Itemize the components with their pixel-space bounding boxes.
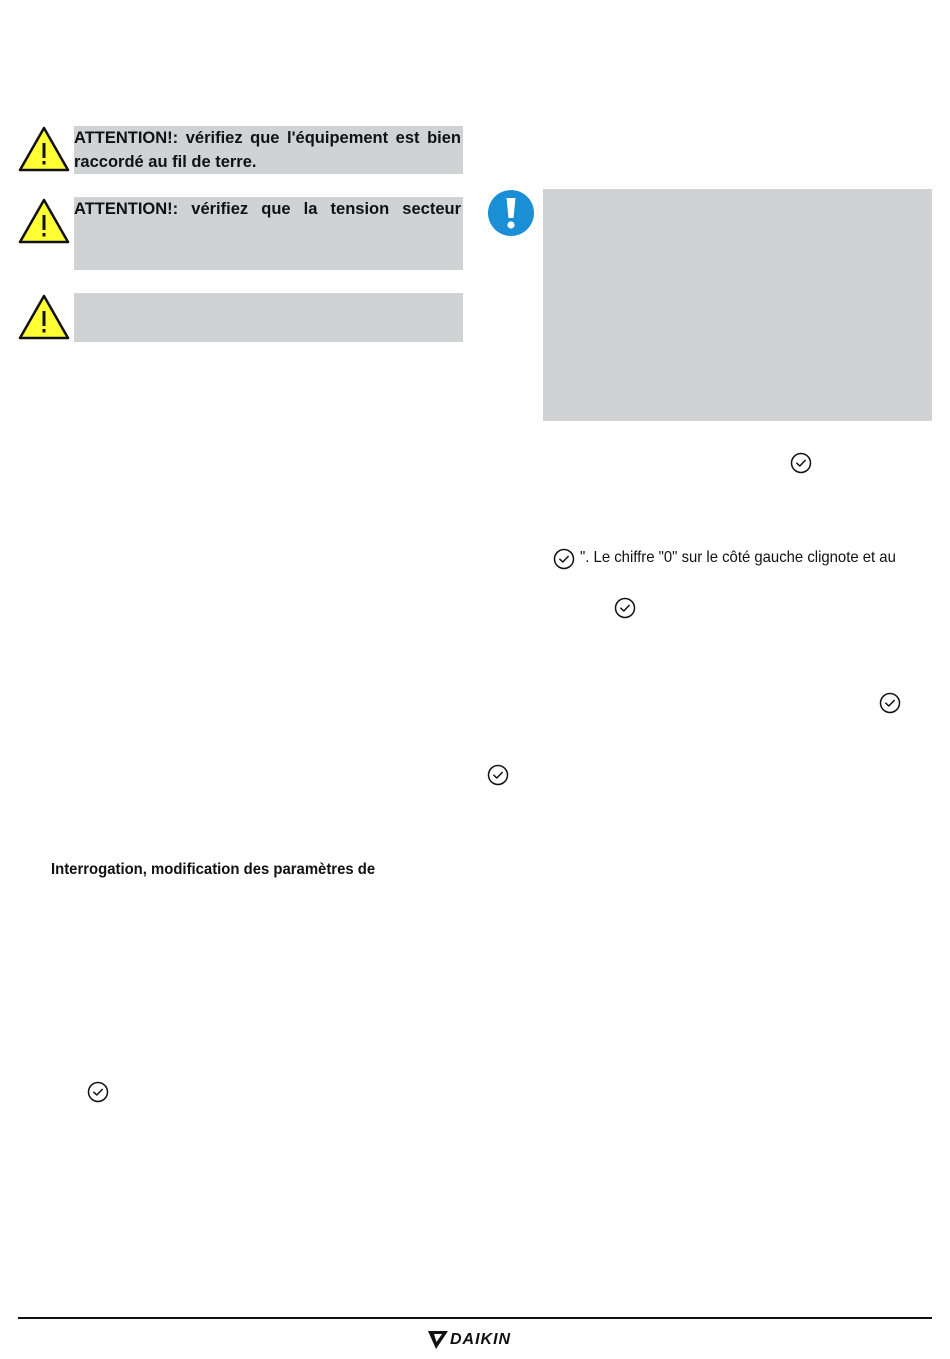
warning-earth-box (74, 126, 463, 174)
daikin-logo-mark-icon (428, 1331, 448, 1349)
warning-earth-line2: raccordé au fil de terre. (74, 153, 257, 171)
warning-earth-line1: ATTENTION!: vérifiez que l'équipement est bien (74, 129, 461, 147)
warning-third-box (74, 293, 463, 342)
confirm-button-icon (879, 692, 901, 714)
confirm-button-icon (614, 597, 636, 619)
confirm-button-icon (790, 452, 812, 474)
important-note-box (543, 189, 932, 421)
warning-triangle-icon (18, 126, 70, 172)
footer-divider (18, 1317, 932, 1319)
confirm-button-icon (553, 548, 575, 570)
warning-voltage-box (74, 197, 463, 270)
confirm-button-icon (487, 764, 509, 786)
warning-triangle-icon (18, 198, 70, 244)
section-heading: Interrogation, modification des paramètres de (51, 861, 376, 878)
confirm-button-icon (87, 1081, 109, 1103)
warning-triangle-icon (18, 294, 70, 340)
warning-voltage-line1: ATTENTION!: vérifiez que la tension secteur (74, 200, 461, 218)
confirm-instruction-text: ". Le chiffre "0" sur le côté gauche clignote et au (580, 549, 896, 566)
important-note-icon (487, 189, 535, 237)
daikin-logo-text: DAIKIN (450, 1331, 512, 1348)
daikin-logo (428, 1329, 511, 1351)
